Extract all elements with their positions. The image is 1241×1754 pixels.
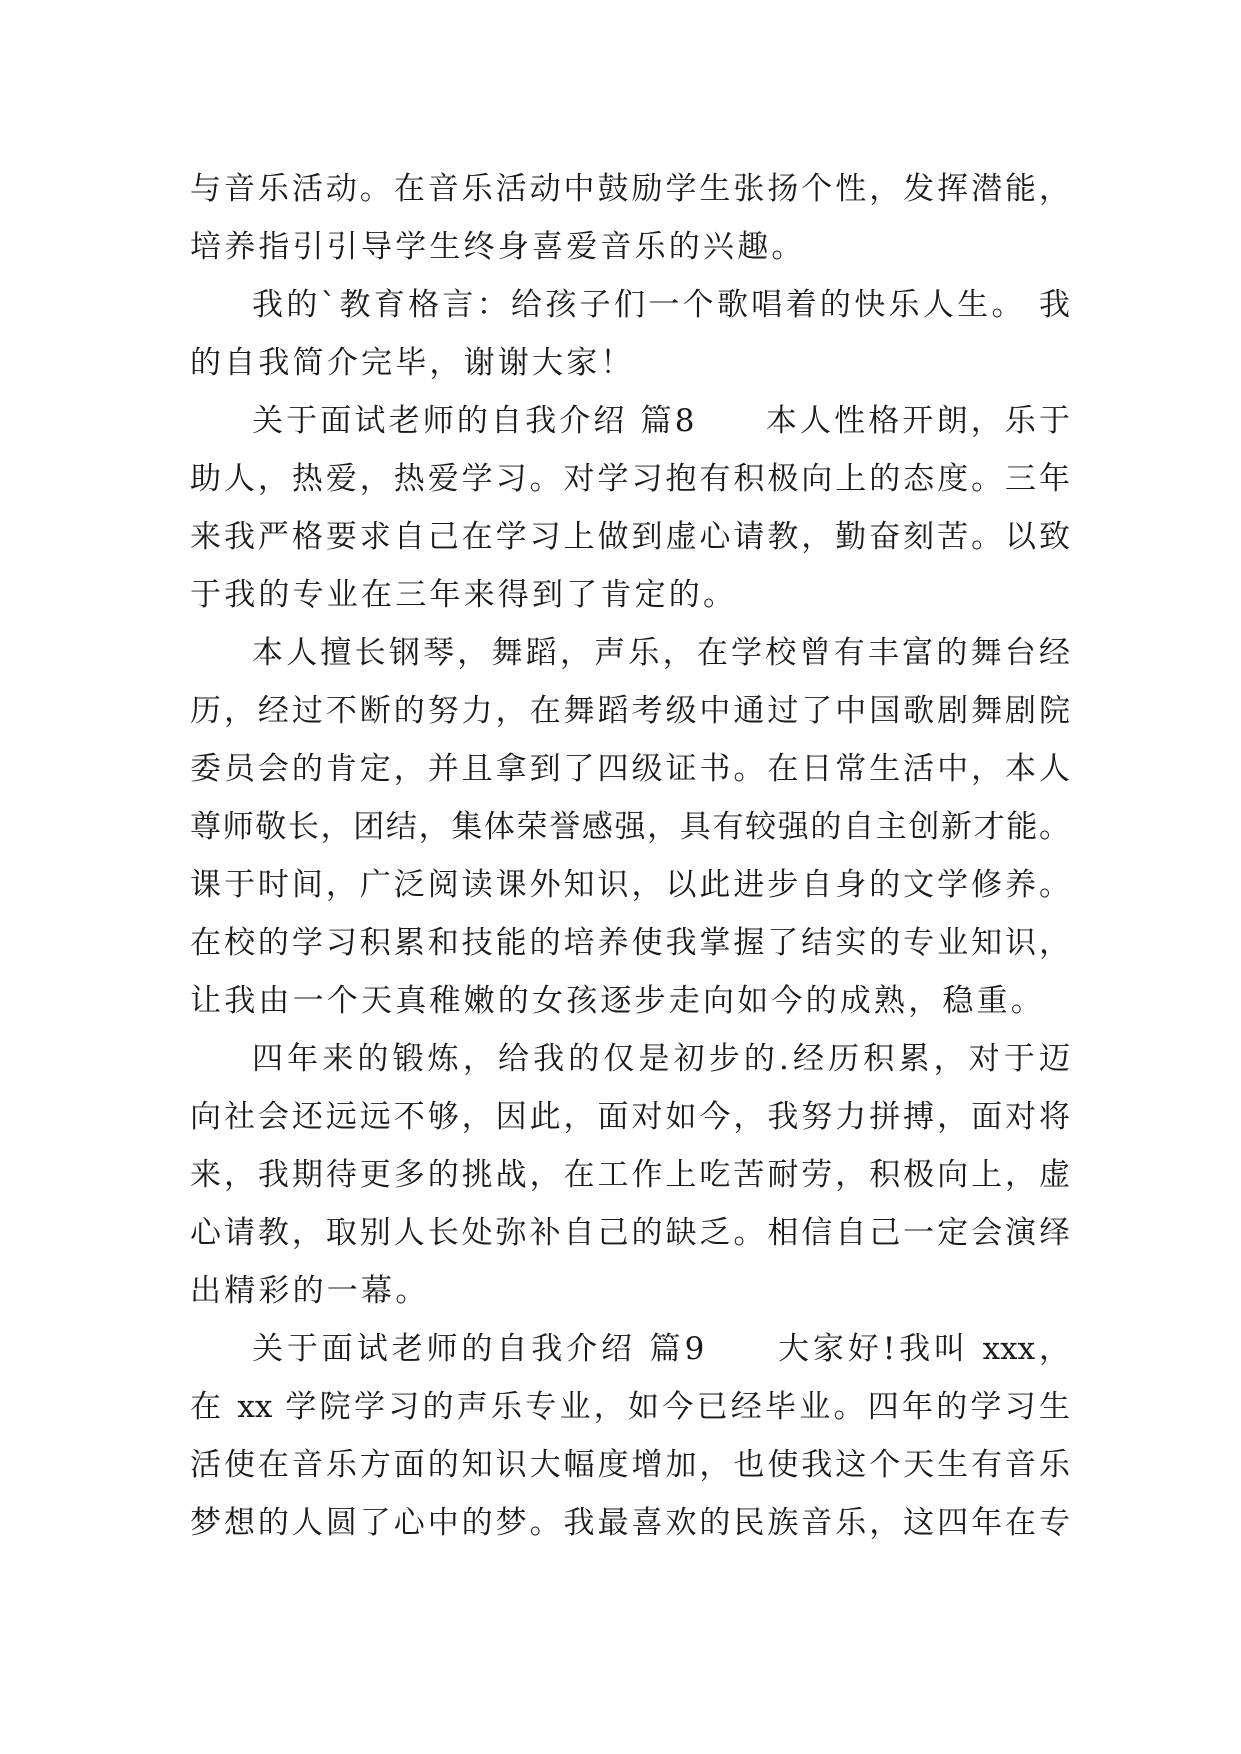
text-line: 向社会还远远不够，因此，面对如今，我努力拼搏，面对将 [190, 1099, 1070, 1135]
section-heading-line: 关于面试老师的自我介绍 篇8 本人性格开朗，乐于 [252, 403, 1070, 439]
text-line: 在 xx 学院学习的声乐专业，如今已经毕业。四年的学习生 [190, 1389, 1070, 1425]
text-line: 与音乐活动。在音乐活动中鼓励学生张扬个性，发挥潜能， [190, 171, 1070, 207]
text-line: 来，我期待更多的挑战，在工作上吃苦耐劳，积极向上，虚 [190, 1157, 1070, 1193]
text-line: 课于时间，广泛阅读课外知识，以此进步自身的文学修养。 [190, 867, 1070, 903]
text-line: 来我严格要求自己在学习上做到虚心请教，勤奋刻苦。以致 [190, 519, 1070, 555]
document-body [190, 160, 1070, 1552]
text-line: 活使在音乐方面的知识大幅度增加，也使我这个天生有音乐 [190, 1447, 1070, 1483]
text-line: 委员会的肯定，并且拿到了四级证书。在日常生活中，本人 [190, 751, 1070, 787]
text-line: 梦想的人圆了心中的梦。我最喜欢的民族音乐，这四年在专 [190, 1505, 1070, 1541]
text-line: 尊师敬长，团结，集体荣誉感强，具有较强的自主创新才能。 [190, 809, 1070, 845]
text-line: 出精彩的一幕。 [190, 1273, 430, 1309]
text-line: 让我由一个天真稚嫩的女孩逐步走向如今的成熟，稳重。 [190, 983, 1045, 1019]
text-line: 在校的学习积累和技能的培养使我掌握了结实的专业知识， [190, 925, 1070, 961]
section-heading-line: 关于面试老师的自我介绍 篇9 大家好!我叫 xxx， [252, 1331, 1070, 1367]
text-line: 四年来的锻炼，给我的仅是初步的.经历积累，对于迈 [252, 1041, 1070, 1077]
text-line: 本人擅长钢琴，舞蹈，声乐，在学校曾有丰富的舞台经 [252, 635, 1070, 671]
text-line: 助人，热爱，热爱学习。对学习抱有积极向上的态度。三年 [190, 461, 1070, 497]
text-line: 培养指引引导学生终身喜爱音乐的兴趣。 [190, 229, 806, 265]
text-line: 我的`教育格言：给孩子们一个歌唱着的快乐人生。 我 [252, 287, 1070, 323]
text-line: 历，经过不断的努力，在舞蹈考级中通过了中国歌剧舞剧院 [190, 693, 1070, 729]
text-line: 的自我简介完毕，谢谢大家！ [190, 345, 635, 381]
text-line: 于我的专业在三年来得到了肯定的。 [190, 577, 738, 613]
text-line: 心请教，取别人长处弥补自己的缺乏。相信自己一定会演绎 [190, 1215, 1070, 1251]
